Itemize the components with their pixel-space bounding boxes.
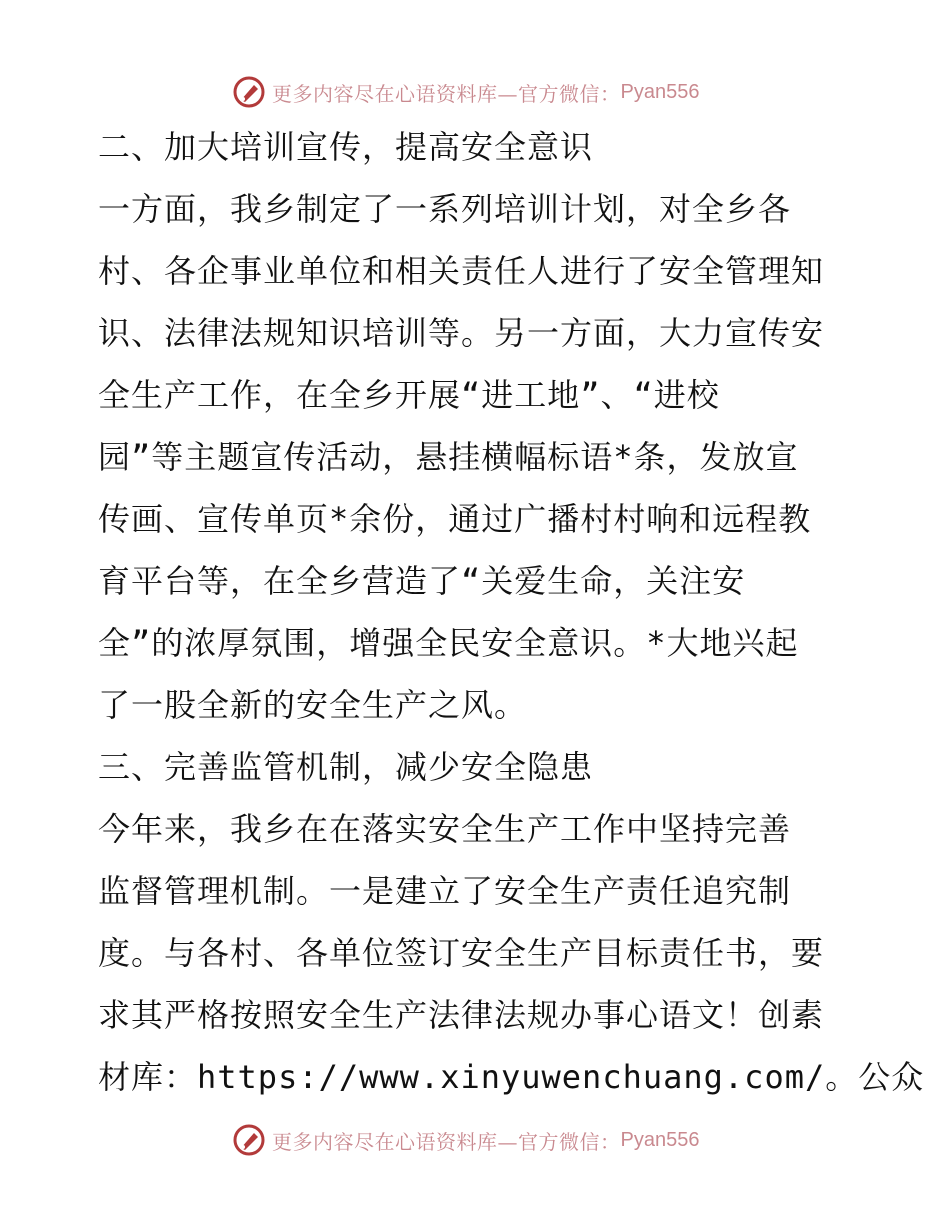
paragraph-line: 识、法律法规知识培训等。另一方面，大力宣传安 bbox=[98, 314, 825, 352]
header-watermark bbox=[232, 72, 699, 112]
paragraph-line: 全”的浓厚氛围，增强全民安全意识。*大地兴起 bbox=[98, 624, 799, 662]
paragraph-line: 全生产工作，在全乡开展“进工地”、“进校 bbox=[98, 376, 720, 414]
paragraph-line: 育平台等，在全乡营造了“关爱生命，关注安 bbox=[98, 562, 746, 600]
pen-logo-icon bbox=[232, 75, 266, 109]
paragraph-line: 园”等主题宣传活动，悬挂横幅标语*条，发放宣 bbox=[98, 438, 799, 476]
document-body bbox=[98, 116, 925, 1108]
watermark-wechat-id: Pyan556 bbox=[620, 1128, 700, 1151]
paragraph-line: 今年来，我乡在在落实安全生产工作中坚持完善 bbox=[98, 810, 792, 848]
paragraph-line: 度。与各村、各单位签订安全生产目标责任书，要 bbox=[98, 934, 825, 972]
watermark-text: 更多内容尽在心语资料库—官方微信： bbox=[272, 81, 621, 106]
paragraph-line: 监督管理机制。一是建立了安全生产责任追究制 bbox=[98, 872, 792, 910]
watermark-text: 更多内容尽在心语资料库—官方微信： bbox=[272, 1129, 621, 1154]
paragraph-line: 一方面，我乡制定了一系列培训计划，对全乡各 bbox=[98, 190, 792, 228]
watermark-wechat-id: Pyan556 bbox=[620, 80, 700, 103]
paragraph-line: 了一股全新的安全生产之风。 bbox=[98, 686, 528, 724]
footer-watermark bbox=[232, 1120, 699, 1160]
paragraph-line: 传画、宣传单页*余份，通过广播村村响和远程教 bbox=[98, 500, 812, 538]
section-heading: 二、加大培训宣传，提高安全意识 bbox=[98, 128, 594, 166]
paragraph-line: 求其严格按照安全生产法律法规办事心语文！创素 bbox=[98, 996, 825, 1034]
section-heading: 三、完善监管机制，减少安全隐患 bbox=[98, 748, 594, 786]
paragraph-line: 村、各企事业单位和相关责任人进行了安全管理知 bbox=[98, 252, 825, 290]
paragraph-line: 材库：https://www.xinyuwenchuang.com/。公众 bbox=[98, 1058, 925, 1096]
pen-logo-icon bbox=[232, 1123, 266, 1157]
